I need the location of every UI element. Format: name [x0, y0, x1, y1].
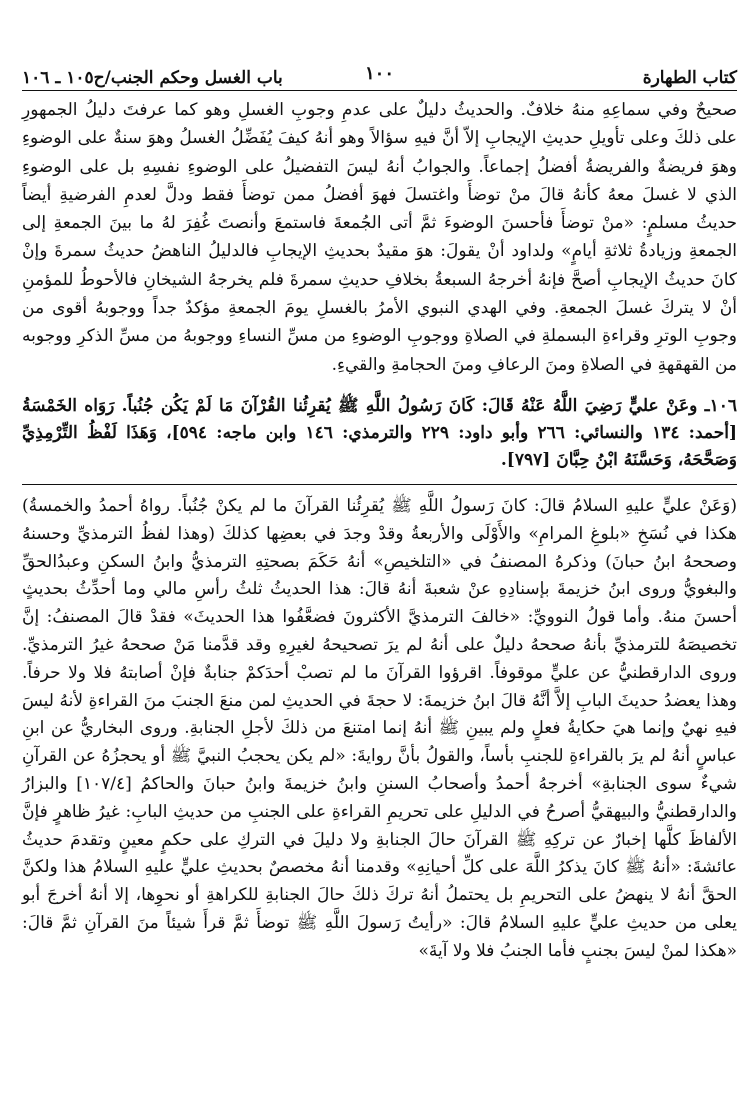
- page-body: [22, 96, 737, 966]
- chapter-title: كتاب الطهارة: [642, 68, 737, 88]
- section-title: باب الغسل وحكم الجنب/ح١٠٥ ـ ١٠٦: [22, 68, 283, 88]
- hadith-number: ١٠٦: [709, 395, 737, 416]
- page-header: [22, 58, 737, 88]
- top-paragraph: صحيحٌ وفي سماعِهِ منهُ خلافٌ. والحديثُ دليلٌ على عدمِ وجوبِ الغسلِ وهو كما عرفتَ دليلُ الجمهورِ على ذلكَ وعلى تأويلِ حديثِ الإيجابِ إلاّ أنَّ فيهِ سؤالاً وهو أنهُ كيفَ يُفَضِّلُ الغسلُ وهوَ سنةٌ على الوضوءِ وهوَ فريضةٌ والفريضةُ أفضلُ إجماعاً. والجوابُ أنهُ ليسَ التفضيلُ على الوضوءِ نفسِهِ بل على الوضوءِ الذي لا غسلَ معهُ كأنهُ قالَ منْ توضأَ واغتسلَ فهوَ أفضلُ ممن توضأَ فقط ودلَّ لعدمِ الفرضيةِ أيضاً حديثُ مسلمٍ: «منْ توضأَ فأحسنَ الوضوءَ ثمَّ أتى الجُمعةَ فاستمعَ وأنصتَ غُفِرَ لهُ ما بينَ الجمعةِ إلى الجمعةِ وزيادةُ ثلاثةِ أيامٍ» ولداود أنْ يقولَ: هوَ مقيدٌ بحديثِ الإيجابِ فالدليلُ الناهضُ حديثُ سمرةَ وإنْ كانَ حديثُ الإيجابِ أصحَّ فإنهُ أخرجهُ السبعةُ بخلافِ حديثِ سمرةَ فلم يخرجهُ الشيخانِ فالأحوطُ للمؤمنِ أنْ لا يتركَ غسلَ الجمعةِ. وفي الهدي النبوي الأمرُ بالغسلِ يومَ الجمعةِ مؤكدٌ جداً ووجوبهُ أقوى من وجوبِ الوترِ وقراءةِ البسملةِ في الصلاةِ ووجوبِ الوضوءِ من مسِّ النساءِ ووجوبهُ من مسِّ الذكرِ ووجوبه من القهقهةِ في الصلاةِ ومنَ الرعافِ ومنَ الحجامةِ والقيءِ.: [22, 100, 737, 375]
- header-rule: [22, 90, 737, 91]
- commentary-paragraph: (وَعَنْ عليٍّ عليهِ السلامُ قالَ: كانَ رَسولُ اللَّهِ ﷺ يُقرِئُنا القرآنَ ما لم يكنْ جُنُباً. رواهُ أحمدُ والخمسةُ) هكذا في نُسَخِ «بلوغِ المرامِ» والأَوْلَى والأربعةُ وقدْ وجدَ في بعضِها كذلكَ (وهذا لفظُ الترمذيِّ وحسنهُ وصححهُ ابنُ حبانَ) وذكرهُ المصنفُ في «التلخيصِ» أنهُ حَكَمَ بصحتِهِ الترمذيُّ وابنُ السكنِ وعبدُالحقِّ والبغويُّ وروى ابنُ خزيمةَ بإسنادِهِ عنْ شعبةَ أنهُ قالَ: هذا الحديثُ ثلثُ رأسِ مالي وما أحدِّثُ بحديثٍ أحسنَ منهُ. وأما قولُ النوويِّ: «خالفَ الترمذيَّ الأكثرونَ فضعَّفُوا هذا الحديثَ» فقدْ قالَ المصنفُ: إنَّ تخصيصَهُ للترمذيِّ بأنهُ صححهُ دليلٌ على أنهُ لم يرَ تصحيحهُ لغيرِهِ وقد قدَّمنا مَنْ صححهُ غيرُ الترمذيِّ. وروى الدارقطنيُّ عن عليٍّ موقوفاً. اقرؤوا القرآنَ ما لم تصبْ أحدَكمْ جنابةٌ فإنْ أصابتهُ فلا ولا حرفاً. وهذا يعضدُ حديثَ البابِ إلاَّ أنَّهُ قالَ ابنُ خزيمةَ: لا حجةَ في الحديثِ لمن منعَ الجنبَ منَ القراءةِ لأنهُ ليسَ فيهِ نهيٌ وإنما هيَ حكايةُ فعلٍ ولم يبينِ ﷺ أنهُ إنما امتنعَ من ذلكَ لأجلِ الجنابةِ. وروى البخاريُّ عن ابنِ عباسٍ أنهُ لم يرَ بالقراءةِ للجنبِ بأساً، والقولُ بأنَّ روايةَ: «لم يكن يحجبُ النبيَّ ﷺ أو يحجزُهُ عن القرآنِ شيءٌ سوى الجنابةِ» أخرجهُ أحمدُ وأصحابُ السننِ وابنُ خزيمةَ وابنُ حبانَ والحاكمُ [١٠٧/٤] والبزارُ والدارقطنيُّ والبيهقيُّ أصرحُ في الدليلِ على تحريمِ القراءةِ على الجنبِ من حديثِ البابِ: غيرُ ظاهرٍ فإنَّ الألفاظَ كلَّها إخبارٌ عن تركِهِ ﷺ القرآنَ حالَ الجنابةِ ولا دليلَ في التركِ على حكمٍ معينٍ وتقدمَ حديثُ عائشةَ: «أنهُ ﷺ كانَ يذكرُ اللَّهَ على كلِّ أحيانِهِ» وقدمنا أنهُ مخصصٌ بحديثِ عليٍّ عليهِ السلامُ هذا ولكنَّ الحقَّ أنهُ لا ينهضُ على التحريمِ بل يحتملُ أنهُ تركَ ذلكَ حالَ الجنابةِ للكراهةِ أو نحوِها، إلا أنهُ أخرجَ أبو يعلى من حديثِ عليٍّ عليهِ السلامُ قالَ: «رأيتُ رَسولَ اللَّهِ ﷺ توضأَ ثمَّ قرأَ شيئاً منَ القرآنِ ثمَّ قالَ: «هكذا لمنْ ليسَ بجنبٍ فأما الجنبُ فلا ولا آيةَ»: [22, 495, 737, 961]
- section-divider: [22, 484, 737, 485]
- hadith-text: ـ وعَنْ عليٍّ رَضِيَ اللَّهُ عَنْهُ قَالَ: كَانَ رَسُولُ اللَّهِ ﷺ يُقرِئُنا القُرْآنَ مَا لَمْ يَكُن جُنُباً. رَوَاه الخَمْسَةُ [أحمد: ١٣٤ والنسائي: ٢٦٦ وأبو داود: ٢٢٩ والترمذي: ١٤٦ وابن ماجه: ٥٩٤]، وَهَذَا لَفْظُ التِّرْمِذِيِّ وَصَحَّحَهُ، وَحَسَّنَهُ ابْنُ حِبَّانَ [٧٩٧].: [22, 395, 737, 470]
- hadith-block: [22, 393, 737, 474]
- page-number: ١٠٠: [364, 63, 395, 84]
